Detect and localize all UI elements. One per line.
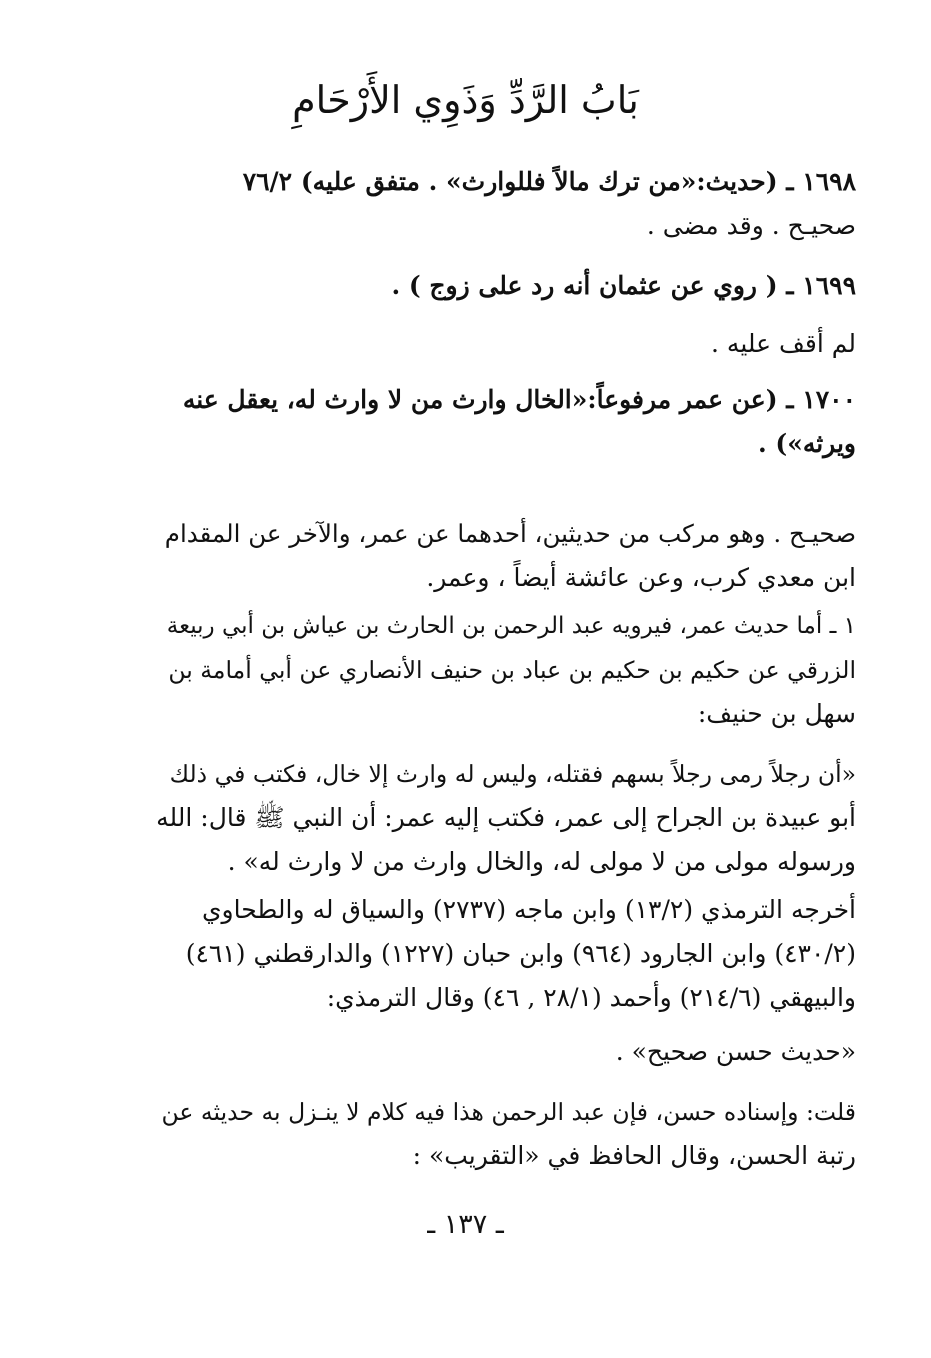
entry-line: والبيهقي (٢١٤/٦) وأحمد (٢٨/١ , ٤٦) وقال الترمذي: xyxy=(326,983,856,1012)
entry-line: «أن رجلاً رمى رجلاً بسهم فقتله، وليس له وارث إلا خال، فكتب في ذلك xyxy=(169,760,856,788)
paragraph-comment xyxy=(156,1090,856,1178)
paragraph-grading xyxy=(156,512,856,600)
paragraph-sources xyxy=(156,888,856,1020)
entry-line: ابن معدي كرب، وعن عائشة أيضاً ، وعمر. xyxy=(426,563,856,592)
entry-line: الزرقي عن حكيم بن حكيم بن عباد بن حنيف الأنصاري عن أبي أمامة بن xyxy=(168,656,856,684)
entry-line: قلت: وإسناده حسن، فإن عبد الرحمن هذا فيه كلام لا ينـزل به حديثه عن xyxy=(161,1098,856,1126)
entry-line: (٤٣٠/٢) وابن الجارود (٩٦٤) وابن حبان (١٢٢٧) والدارقطني (٤٦١) xyxy=(185,939,856,968)
paragraph-quote xyxy=(156,1030,856,1074)
entry-line: سهل بن حنيف: xyxy=(697,699,856,728)
entry-line: ورسوله مولى من لا مولى له، والخال وارث من لا وارث له» . xyxy=(227,847,856,876)
entry-line: لم أقف عليه . xyxy=(711,329,856,358)
paragraph-chain xyxy=(156,604,856,736)
paragraph-hadith-text xyxy=(156,752,856,884)
hadith-entry-1699 xyxy=(156,264,856,308)
entry-line: ١٧٠٠ ـ (عن عمر مرفوعاً:«الخال وارث من لا وارث له، يعقل عنه xyxy=(182,385,856,414)
hadith-entry-1698 xyxy=(156,160,856,248)
entry-line: رتبة الحسن، وقال الحافظ في «التقريب» : xyxy=(412,1141,856,1170)
entry-line: ١ ـ أما حديث عمر، فيرويه عبد الرحمن بن الحارث بن عياش بن أبي ربيعة xyxy=(166,613,856,639)
page-number: ـ ١٣٧ ـ xyxy=(427,1209,504,1240)
entry-line: صحيـح . وقد مضى . xyxy=(646,211,856,240)
hadith-entry-1700 xyxy=(156,378,856,466)
grading-note xyxy=(156,322,856,366)
entry-line: ويرثه») . xyxy=(757,429,856,458)
chapter-title: بَابُ الرَّدِّ وَذَوِي الأَرْحَامِ xyxy=(292,78,639,122)
entry-line: أبو عبيدة بن الجراح إلى عمر، فكتب إليه عمر: أن النبي ﷺ قال: الله xyxy=(156,803,856,832)
entry-line: ١٦٩٩ ـ ( روي عن عثمان أنه رد على زوج ) . xyxy=(391,271,856,300)
entry-line: أخرجه الترمذي (١٣/٢) وابن ماجه (٢٧٣٧) والسياق له والطحاوي xyxy=(201,895,856,924)
entry-line: «حديث حسن صحيح» . xyxy=(615,1037,856,1066)
entry-line: صحيـح . وهو مركب من حديثين، أحدهما عن عمر، والآخر عن المقدام xyxy=(164,519,856,548)
entry-line: ١٦٩٨ ـ (حديث:«من ترك مالاً فللوارث» . متفق عليه) ٧٦/٢ xyxy=(242,167,856,196)
